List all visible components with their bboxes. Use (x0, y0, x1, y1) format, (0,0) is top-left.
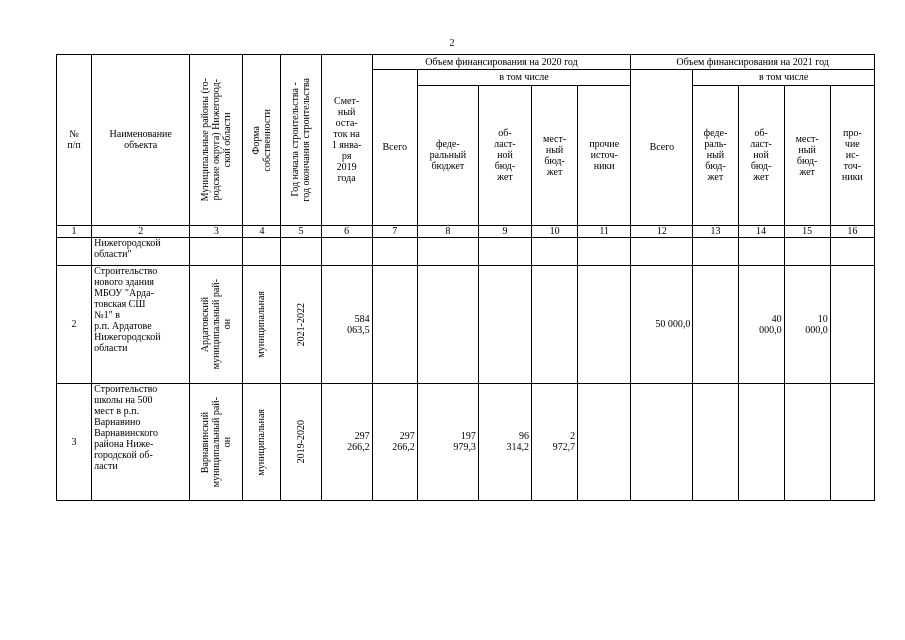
column-number: 7 (372, 226, 417, 238)
total-2020 (372, 266, 417, 384)
regional-2020: 96 314,2 (478, 384, 531, 501)
header-including-2020: в том числе (417, 70, 631, 86)
column-number: 10 (532, 226, 578, 238)
row-number: 2 (57, 266, 92, 384)
estimate-balance: 584 063,5 (321, 266, 372, 384)
financing-table (56, 54, 875, 501)
federal-2020: 197 979,3 (417, 384, 478, 501)
column-number: 3 (190, 226, 243, 238)
column-number: 6 (321, 226, 372, 238)
column-number: 14 (738, 226, 784, 238)
column-number: 16 (830, 226, 874, 238)
other-2020 (578, 266, 631, 384)
header-other-2020: прочие источ- ники (578, 86, 631, 226)
header-federal-2021: феде- раль- ный бюд- жет (693, 86, 738, 226)
header-other-2021: про- чие ис- точ- ники (830, 86, 874, 226)
table-row (57, 266, 875, 384)
ownership-form: муниципальная (243, 384, 281, 501)
column-number: 9 (478, 226, 531, 238)
header-estimate: Смет- ный оста- ток на 1 янва- ря 2019 года (321, 55, 372, 226)
continuation-object-name: Нижегородской области" (92, 238, 190, 266)
other-2021 (830, 266, 874, 384)
header-regional-2020: об- ласт- ной бюд- жет (478, 86, 531, 226)
local-2021: 10 000,0 (784, 266, 830, 384)
header-federal-2020: феде- ральный бюджет (417, 86, 478, 226)
construction-years: 2019-2020 (281, 384, 321, 501)
header-no: № п/п (57, 55, 92, 226)
estimate-balance: 297 266,2 (321, 384, 372, 501)
regional-2021: 40 000,0 (738, 266, 784, 384)
total-2020: 297 266,2 (372, 384, 417, 501)
local-2020: 2 972,7 (532, 384, 578, 501)
other-2020 (578, 384, 631, 501)
header-local-2021: мест- ный бюд- жет (784, 86, 830, 226)
continuation-row (57, 238, 875, 266)
municipal-district: Варнавинский муниципальный рай- он (190, 384, 243, 501)
header-total-2020: Всего (372, 70, 417, 226)
header-municipal: Муниципальные районы (го- родские округа) Нижегород- ской области (190, 55, 243, 226)
header-including-2021: в том числе (693, 70, 875, 86)
header-row-1 (57, 55, 875, 70)
object-name: Строительство школы на 500 мест в р.п. Варнавино Варнавинского района Ниже- городской об- ласти (92, 384, 190, 501)
regional-2020 (478, 266, 531, 384)
object-name: Строительство нового здания МБОУ "Арда- товская СШ №1" в р.п. Ардатове Нижегородской области (92, 266, 190, 384)
header-years: Год начала строительства - год окончания строительства (281, 55, 321, 226)
column-number: 15 (784, 226, 830, 238)
header-financing-2020: Объем финансирования на 2020 год (372, 55, 631, 70)
header-regional-2021: об- ласт- ной бюд- жет (738, 86, 784, 226)
total-2021: 50 000,0 (631, 266, 693, 384)
local-2020 (532, 266, 578, 384)
total-2021 (631, 384, 693, 501)
column-number: 13 (693, 226, 738, 238)
local-2021 (784, 384, 830, 501)
column-number: 5 (281, 226, 321, 238)
federal-2021 (693, 266, 738, 384)
construction-years: 2021-2022 (281, 266, 321, 384)
other-2021 (830, 384, 874, 501)
table-row (57, 384, 875, 501)
column-number: 12 (631, 226, 693, 238)
column-number: 11 (578, 226, 631, 238)
regional-2021 (738, 384, 784, 501)
header-total-2021: Всего (631, 70, 693, 226)
federal-2020 (417, 266, 478, 384)
header-form: Форма собственности (243, 55, 281, 226)
municipal-district: Ардатовский муниципальный рай- он (190, 266, 243, 384)
column-number: 1 (57, 226, 92, 238)
header-local-2020: мест- ный бюд- жет (532, 86, 578, 226)
federal-2021 (693, 384, 738, 501)
column-number: 8 (417, 226, 478, 238)
column-numbers-row (57, 226, 875, 238)
header-financing-2021: Объем финансирования на 2021 год (631, 55, 875, 70)
column-number: 4 (243, 226, 281, 238)
page-number: 2 (449, 38, 455, 49)
header-name: Наименование объекта (92, 55, 190, 226)
ownership-form: муниципальная (243, 266, 281, 384)
column-number: 2 (92, 226, 190, 238)
row-number: 3 (57, 384, 92, 501)
